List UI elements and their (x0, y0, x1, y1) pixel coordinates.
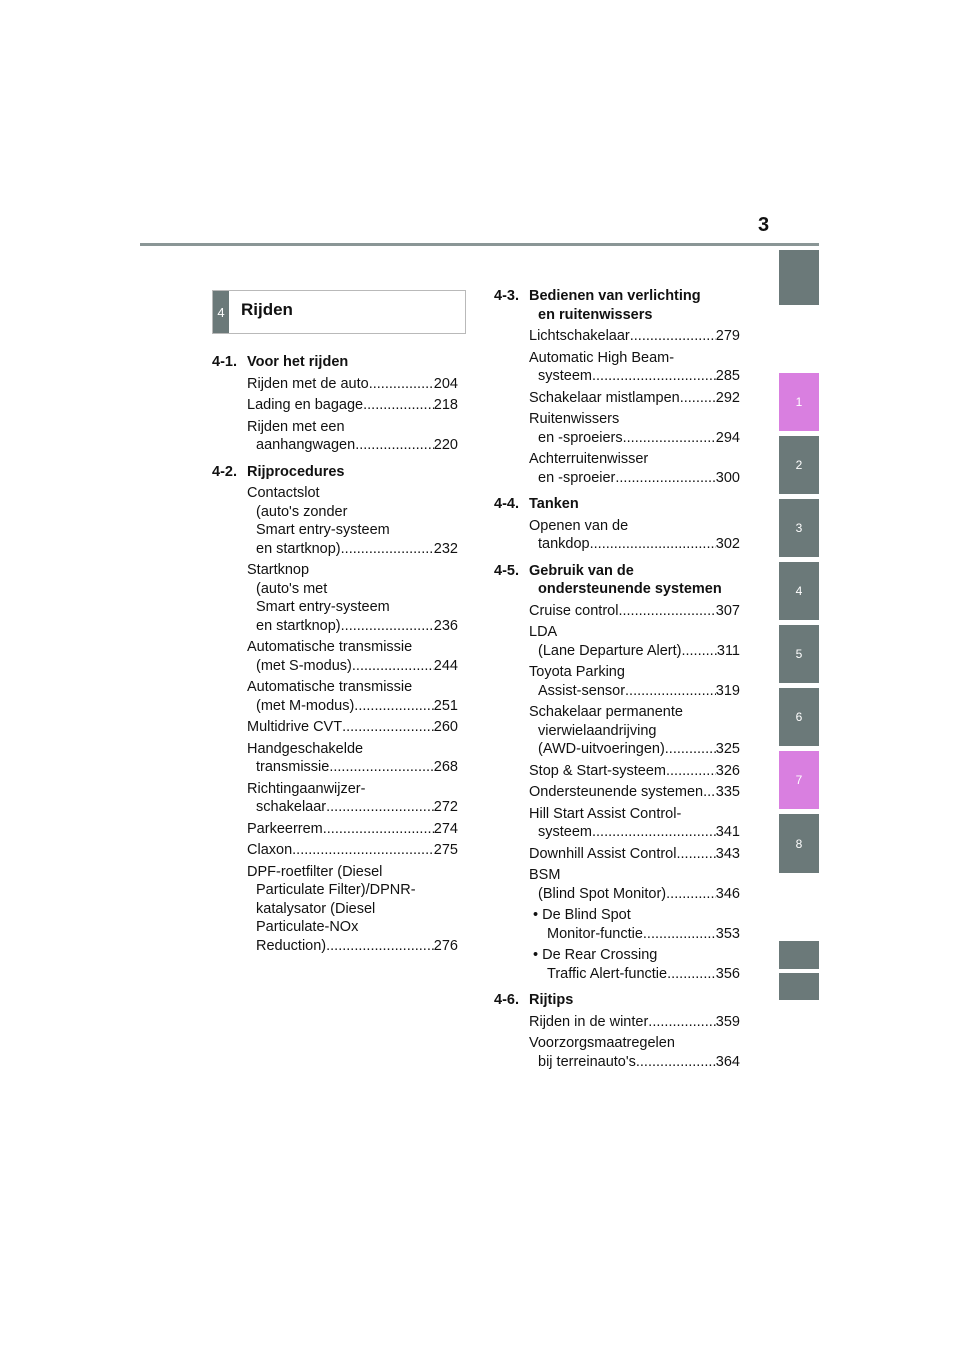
leader-dots (341, 617, 434, 636)
toc-entry-label: (met M-modus) (256, 697, 355, 714)
toc-entry-line: Openen van de (529, 517, 629, 534)
toc-section-number: 4-4. (494, 496, 519, 512)
toc-entry-leader-line (247, 718, 458, 737)
toc-entry-leader-line (529, 823, 740, 842)
toc-entry-line: Contactslot (247, 485, 320, 501)
toc-entry[interactable] (529, 349, 740, 386)
toc-entry-line: Particulate Filter)/DPNR- (256, 882, 416, 898)
toc-entry-leader-line (529, 469, 740, 488)
toc-entry-line: Toyota Parking (529, 664, 625, 680)
toc-entry-label: Lading en bagage (247, 397, 364, 413)
leader-dots (355, 436, 434, 455)
toc-entry-page[interactable]: 232 (433, 540, 458, 557)
toc-entry-line: Smart entry-systeem (256, 522, 390, 538)
toc-entry[interactable] (529, 703, 740, 759)
leader-dots (592, 367, 716, 386)
toc-entry[interactable] (529, 946, 740, 983)
toc-entry-leader-line (247, 758, 458, 777)
toc-entry-page[interactable]: 343 (715, 845, 740, 862)
toc-entry-label: schakelaar (256, 799, 327, 815)
toc-entry-leader-line (247, 820, 458, 839)
toc-entry-page[interactable]: 319 (715, 682, 740, 699)
toc-entry-label: Claxon (247, 842, 293, 858)
toc-entry-leader-line (247, 841, 458, 860)
toc-entry[interactable] (247, 418, 458, 455)
toc-entry-page[interactable]: 335 (715, 784, 740, 800)
leader-dots (354, 697, 434, 716)
toc-left-column (212, 353, 458, 958)
toc-entry-leader-line (529, 389, 740, 408)
toc-entry-page[interactable]: 359 (715, 1013, 740, 1030)
toc-entry-label: en startknop) (256, 540, 341, 557)
toc-entry-page[interactable]: 307 (715, 602, 740, 619)
leader-dots (326, 798, 434, 817)
toc-section-title-line: Rijtips (529, 992, 574, 1008)
toc-entry-leader-line (247, 540, 458, 559)
leader-dots (630, 327, 716, 346)
toc-entry-leader-line (247, 657, 458, 676)
toc-entry[interactable] (247, 638, 458, 675)
toc-entry-leader-line (529, 885, 740, 904)
leader-dots (665, 740, 716, 759)
chapter-tab-blank[interactable] (779, 250, 819, 305)
toc-entry-leader-line (529, 1013, 740, 1032)
leader-dots (590, 535, 716, 554)
toc-section-heading (212, 353, 458, 372)
toc-entry-page[interactable]: 325 (715, 741, 740, 757)
toc-entry-label: Reduction) (256, 937, 327, 954)
toc-section-number: 4-5. (494, 562, 519, 579)
toc-entry-leader-line (529, 682, 740, 701)
leader-dots (681, 642, 716, 661)
leader-dots (342, 718, 434, 737)
toc-entry-page[interactable]: 311 (716, 642, 740, 659)
toc-entry-label: aanhangwagen (256, 437, 356, 453)
chapter-tab-7[interactable]: 7 (779, 751, 819, 809)
toc-entry-label: bij terreinauto's (538, 1053, 636, 1070)
toc-entry-page[interactable]: 353 (715, 925, 740, 942)
toc-entry-line: Particulate-NOx (256, 919, 359, 935)
chapter-tab-2[interactable]: 2 (779, 436, 819, 494)
toc-entry-leader-line (529, 783, 740, 802)
toc-entry-line: Smart entry-systeem (256, 599, 390, 615)
toc-section-number: 4-3. (494, 288, 519, 304)
toc-entry-page[interactable]: 302 (715, 536, 740, 552)
toc-entry-leader-line (529, 367, 740, 386)
toc-entry-page[interactable]: 274 (433, 820, 458, 837)
toc-entry-line: Voorzorgsmaatregelen (529, 1035, 675, 1051)
toc-entry[interactable] (529, 845, 740, 864)
toc-entry-line: vierwielaandrijving (538, 722, 657, 739)
toc-entry[interactable] (529, 389, 740, 408)
toc-entry-leader-line (529, 602, 740, 621)
toc-entry-leader-line (247, 937, 458, 956)
toc-entry-leader-line (529, 740, 740, 759)
toc-section-number: 4-1. (212, 354, 237, 370)
toc-entry-label: (AWD-uitvoeringen) (538, 741, 665, 757)
toc-entry-label: systeem (538, 824, 592, 840)
toc-section-title (247, 463, 458, 482)
toc-entry-page[interactable]: 220 (433, 437, 458, 453)
toc-entry-label: systeem (538, 368, 592, 384)
leader-dots (676, 845, 715, 864)
toc-entry-line: (auto's met (256, 580, 328, 597)
section-title: Rijden (241, 300, 293, 319)
toc-entry-label: (Lane Departure Alert) (538, 642, 682, 659)
toc-entry-label: transmissie (256, 759, 330, 775)
section-header (212, 290, 466, 334)
chapter-tab-8[interactable]: 8 (779, 814, 819, 873)
toc-entry-line: Startknop (247, 562, 310, 578)
toc-section-number: 4-6. (494, 992, 519, 1008)
toc-section-title-line: Bedienen van verlichting (529, 288, 701, 304)
toc-entry-label: (met S-modus) (256, 657, 352, 674)
chapter-tab-4[interactable]: 4 (779, 562, 819, 620)
toc-entry-line: Rijden met een (247, 418, 345, 435)
toc-entry-page[interactable]: 292 (715, 389, 740, 406)
toc-entry-page[interactable]: 251 (433, 697, 458, 714)
toc-entry-leader-line (529, 925, 740, 944)
toc-section-title (529, 287, 740, 324)
toc-entry-label: Traffic Alert-functie (547, 965, 668, 982)
toc-entry-label: Ondersteunende systemen (529, 784, 704, 800)
leader-dots (680, 389, 716, 408)
toc-entry-line: Automatic High Beam- (529, 349, 675, 366)
toc-entry[interactable] (529, 866, 740, 903)
toc-entry-label: tankdop (538, 536, 590, 552)
toc-entry[interactable] (529, 517, 740, 554)
toc-entry-leader-line (247, 396, 458, 415)
toc-entry[interactable] (247, 863, 458, 956)
toc-entry[interactable] (247, 396, 458, 415)
toc-entry-page[interactable]: 204 (433, 375, 458, 392)
toc-section-heading (494, 562, 740, 599)
toc-entry[interactable] (529, 1034, 740, 1071)
toc-entry[interactable] (529, 450, 740, 487)
toc-entry-leader-line (247, 798, 458, 817)
leader-dots (341, 540, 434, 559)
toc-section-title-line: en ruitenwissers (538, 306, 653, 323)
toc-entry-line: katalysator (Diesel (256, 900, 376, 917)
toc-section-title-line: ondersteunende systemen (538, 581, 722, 597)
toc-entry[interactable] (247, 780, 458, 817)
toc-section-heading (494, 495, 740, 514)
toc-entry-page[interactable]: 341 (715, 824, 740, 840)
chapter-tab-blank[interactable] (779, 941, 819, 969)
toc-section-heading (494, 991, 740, 1010)
toc-entry-line: Automatische transmissie (247, 679, 413, 695)
chapter-tab-blank[interactable] (779, 973, 819, 1000)
toc-entry[interactable] (529, 410, 740, 447)
toc-entry-page[interactable]: 268 (433, 759, 458, 775)
toc-entry-label: Stop & Start-systeem (529, 762, 666, 779)
toc-section-title-line: Rijprocedures (247, 463, 345, 480)
toc-entry[interactable] (529, 805, 740, 842)
toc-section-title (247, 353, 458, 372)
toc-entry[interactable] (247, 678, 458, 715)
toc-entry[interactable] (529, 906, 740, 943)
toc-entry-leader-line (529, 845, 740, 864)
toc-entry-page[interactable]: 276 (433, 937, 458, 954)
toc-section-title (529, 991, 740, 1010)
toc-section-heading (494, 287, 740, 324)
leader-dots (326, 937, 434, 956)
toc-entry-label: (Blind Spot Monitor) (538, 885, 667, 902)
toc-section-heading (212, 463, 458, 482)
toc-entry-page[interactable]: 356 (715, 965, 740, 982)
toc-entry-line: Handgeschakelde (247, 740, 364, 757)
toc-entry-page[interactable]: 285 (715, 368, 740, 384)
toc-right-column (494, 287, 740, 1074)
toc-entry-page[interactable]: 260 (433, 719, 458, 735)
toc-entry[interactable] (247, 740, 458, 777)
toc-section-title-line: Tanken (529, 496, 579, 512)
toc-entry-page[interactable]: 236 (433, 617, 458, 634)
toc-entry[interactable] (247, 718, 458, 737)
leader-dots (636, 1053, 716, 1072)
toc-entry-line: DPF-roetfilter (Diesel (247, 863, 383, 880)
toc-entry[interactable] (247, 484, 458, 558)
leader-dots (352, 657, 434, 676)
leader-dots (623, 429, 716, 448)
section-number: 4 (213, 291, 229, 333)
leader-dots (292, 841, 434, 860)
toc-entry-label: en -sproeiers (538, 429, 623, 446)
leader-dots (363, 396, 434, 415)
toc-entry-page[interactable]: 279 (715, 328, 740, 344)
toc-entry[interactable] (247, 561, 458, 635)
toc-entry[interactable] (529, 327, 740, 346)
leader-dots (618, 602, 715, 621)
toc-entry-label: Lichtschakelaar (529, 328, 630, 344)
toc-entry-leader-line (529, 965, 740, 984)
toc-entry-label: en startknop) (256, 617, 341, 634)
toc-entry-leader-line (529, 762, 740, 781)
toc-section-title (529, 495, 740, 514)
toc-entry-label: en -sproeier (538, 469, 616, 486)
toc-entry-leader-line (247, 375, 458, 394)
toc-entry-leader-line (529, 535, 740, 554)
toc-entry[interactable] (247, 375, 458, 394)
leader-dots (329, 758, 433, 777)
toc-entry-label: Parkeerrem (247, 820, 323, 837)
toc-entry-line: Richtingaanwijzer- (247, 780, 366, 797)
toc-entry-label: Monitor-functie (547, 925, 643, 942)
toc-entry-label: Cruise control (529, 602, 619, 619)
header-rule (140, 243, 819, 246)
toc-entry-leader-line (529, 327, 740, 346)
toc-entry-line: • De Rear Crossing (533, 947, 658, 963)
leader-dots (666, 762, 716, 781)
leader-dots (369, 375, 434, 394)
leader-dots (666, 885, 716, 904)
toc-entry-line: Hill Start Assist Control- (529, 805, 682, 822)
toc-entry-label: Assist-sensor (538, 682, 626, 699)
toc-entry-page[interactable]: 275 (433, 842, 458, 858)
leader-dots (667, 965, 716, 984)
leader-dots (648, 1013, 716, 1032)
leader-dots (323, 820, 434, 839)
leader-dots (703, 783, 716, 802)
toc-entry-label: Rijden in de winter (529, 1013, 649, 1030)
toc-entry-leader-line (247, 436, 458, 455)
toc-entry-line: (auto's zonder (256, 503, 348, 520)
toc-entry[interactable] (247, 820, 458, 839)
chapter-tab-3[interactable]: 3 (779, 499, 819, 557)
toc-entry-line: Ruitenwissers (529, 411, 620, 427)
toc-entry-page[interactable]: 326 (715, 762, 740, 779)
leader-dots (625, 682, 716, 701)
toc-entry-line: LDA (529, 624, 558, 640)
toc-entry-page[interactable]: 272 (433, 799, 458, 815)
toc-entry-page[interactable]: 244 (433, 657, 458, 674)
toc-entry-label: Rijden met de auto (247, 375, 369, 392)
toc-entry-label: Downhill Assist Control (529, 845, 677, 862)
toc-entry[interactable] (529, 623, 740, 660)
toc-entry-page[interactable]: 300 (715, 469, 740, 486)
toc-entry[interactable] (247, 841, 458, 860)
toc-entry-leader-line (529, 1053, 740, 1072)
toc-entry-page[interactable]: 218 (433, 397, 458, 413)
toc-section-title (529, 562, 740, 599)
toc-entry-leader-line (247, 697, 458, 716)
toc-entry[interactable] (529, 1013, 740, 1032)
toc-entry-leader-line (529, 642, 740, 661)
toc-entry-line: BSM (529, 867, 561, 883)
toc-entry-line: Schakelaar permanente (529, 704, 683, 720)
leader-dots (643, 925, 716, 944)
toc-entry[interactable] (529, 602, 740, 621)
toc-entry-line: Achterruitenwisser (529, 451, 649, 467)
toc-entry-page[interactable]: 294 (715, 429, 740, 446)
toc-entry-label: Schakelaar mistlampen (529, 389, 680, 406)
toc-entry[interactable] (529, 663, 740, 700)
toc-entry-leader-line (247, 617, 458, 636)
chapter-tab-1[interactable]: 1 (779, 373, 819, 431)
toc-entry-page[interactable]: 364 (715, 1053, 740, 1070)
toc-section-title-line: Gebruik van de (529, 562, 634, 579)
toc-entry-line: • De Blind Spot (533, 907, 631, 923)
leader-dots (615, 469, 715, 488)
toc-entry-label: Multidrive CVT (247, 719, 343, 735)
chapter-tab-5[interactable]: 5 (779, 625, 819, 683)
toc-entry-leader-line (529, 429, 740, 448)
toc-section-title-line: Voor het rijden (247, 354, 349, 370)
toc-entry-line: Automatische transmissie (247, 639, 413, 655)
leader-dots (592, 823, 716, 842)
page-number: 3 (758, 214, 770, 236)
chapter-tab-6[interactable]: 6 (779, 688, 819, 746)
toc-section-number: 4-2. (212, 463, 237, 480)
toc-entry-page[interactable]: 346 (715, 885, 740, 902)
toc-entry[interactable] (529, 762, 740, 781)
toc-entry[interactable] (529, 783, 740, 802)
